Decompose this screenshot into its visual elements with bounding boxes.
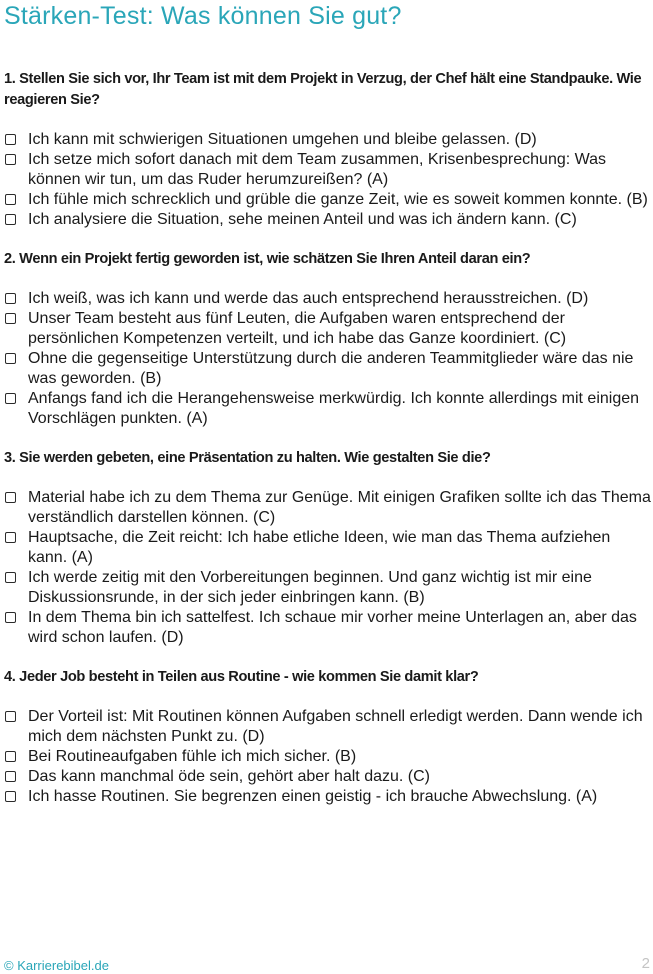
answer-option [4,767,651,787]
checkbox[interactable] [5,572,16,583]
question-2 [4,249,651,429]
checkbox[interactable] [5,393,16,404]
checkbox[interactable] [5,313,16,324]
answer-list [4,130,651,230]
answer-option [4,488,651,528]
answer-option [4,568,651,608]
checkbox[interactable] [5,154,16,165]
answer-list [4,289,651,429]
checkbox[interactable] [5,612,16,623]
footer-brand[interactable]: © Karrierebibel.de [4,958,109,973]
questions-list [4,69,651,826]
answer-option [4,389,651,429]
answer-list [4,488,651,648]
page-number: 2 [641,955,650,972]
answer-option [4,309,651,349]
answer-text: Ohne die gegenseitige Unterstützung durch die anderen Teammitglieder wäre das nie was geworden. (B) [28,350,634,387]
checkbox[interactable] [5,532,16,543]
checkbox[interactable] [5,711,16,722]
checkbox[interactable] [5,492,16,503]
answer-option [4,747,651,767]
checkbox[interactable] [5,771,16,782]
answer-text: Der Vorteil ist: Mit Routinen können Aufgaben schnell erledigt werden. Dann wende ich mich dem nächsten Punkt zu. (D) [28,708,643,745]
checkbox[interactable] [5,353,16,364]
question-1 [4,69,651,230]
answer-option [4,150,651,190]
checkbox[interactable] [5,293,16,304]
answer-text: Unser Team besteht aus fünf Leuten, die Aufgaben waren entsprechend der persönlichen Kompetenzen verteilt, und ich habe das Ganze koordiniert. (C) [28,310,567,347]
checkbox[interactable] [5,194,16,205]
answer-option [4,608,651,648]
answer-text: Ich fühle mich schrecklich und grüble die ganze Zeit, wie es soweit kommen konnte. (B) [28,191,648,208]
answer-text: Ich werde zeitig mit den Vorbereitungen beginnen. Und ganz wichtig ist mir eine Diskussionsrunde, in der sich jeder einbringen kann. (B) [28,569,592,606]
checkbox[interactable] [5,791,16,802]
answer-option [4,190,651,210]
question-text: 1. Stellen Sie sich vor, Ihr Team ist mit dem Projekt in Verzug, der Chef hält eine Standpauke. Wie reagieren Sie? [4,71,642,108]
question-text: 4. Jeder Job besteht in Teilen aus Routine - wie kommen Sie damit klar? [4,669,479,685]
answer-text: Ich analysiere die Situation, sehe meinen Anteil und was ich ändern kann. (C) [28,211,577,228]
answer-text: In dem Thema bin ich sattelfest. Ich schaue mir vorher meine Unterlagen an, aber das wird schon laufen. (D) [28,609,637,646]
answer-text: Das kann manchmal öde sein, gehört aber halt dazu. (C) [28,768,430,785]
answer-option [4,707,651,747]
checkbox[interactable] [5,751,16,762]
answer-text: Ich hasse Routinen. Sie begrenzen einen geistig - ich brauche Abwechslung. (A) [28,788,598,805]
answer-list [4,707,651,807]
checkbox[interactable] [5,214,16,225]
checkbox[interactable] [5,134,16,145]
answer-text: Bei Routineaufgaben fühle ich mich sicher. (B) [28,748,357,765]
answer-option [4,787,651,807]
answer-option [4,528,651,568]
answer-text: Hauptsache, die Zeit reicht: Ich habe etliche Ideen, wie man das Thema aufziehen kann. (A) [28,529,611,566]
answer-text: Anfangs fand ich die Herangehensweise merkwürdig. Ich konnte allerdings mit einigen Vorschlägen punkten. (A) [28,390,640,427]
question-text: 2. Wenn ein Projekt fertig geworden ist, wie schätzen Sie Ihren Anteil daran ein? [4,251,531,267]
answer-option [4,349,651,389]
question-3 [4,448,651,648]
question-4 [4,667,651,807]
answer-option [4,210,651,230]
answer-text: Ich setze mich sofort danach mit dem Team zusammen, Krisenbesprechung: Was können wir tun, um das Ruder herumzureißen? (A) [28,151,607,188]
answer-option [4,130,651,150]
answer-text: Ich kann mit schwierigen Situationen umgehen und bleibe gelassen. (D) [28,131,537,148]
page-title: Stärken-Test: Was können Sie gut? [4,2,402,30]
answer-text: Material habe ich zu dem Thema zur Genüge. Mit einigen Grafiken sollte ich das Thema verständlich darstellen können. (C) [28,489,651,526]
answer-option [4,289,651,309]
question-text: 3. Sie werden gebeten, eine Präsentation zu halten. Wie gestalten Sie die? [4,450,491,466]
answer-text: Ich weiß, was ich kann und werde das auch entsprechend herausstreichen. (D) [28,290,589,307]
